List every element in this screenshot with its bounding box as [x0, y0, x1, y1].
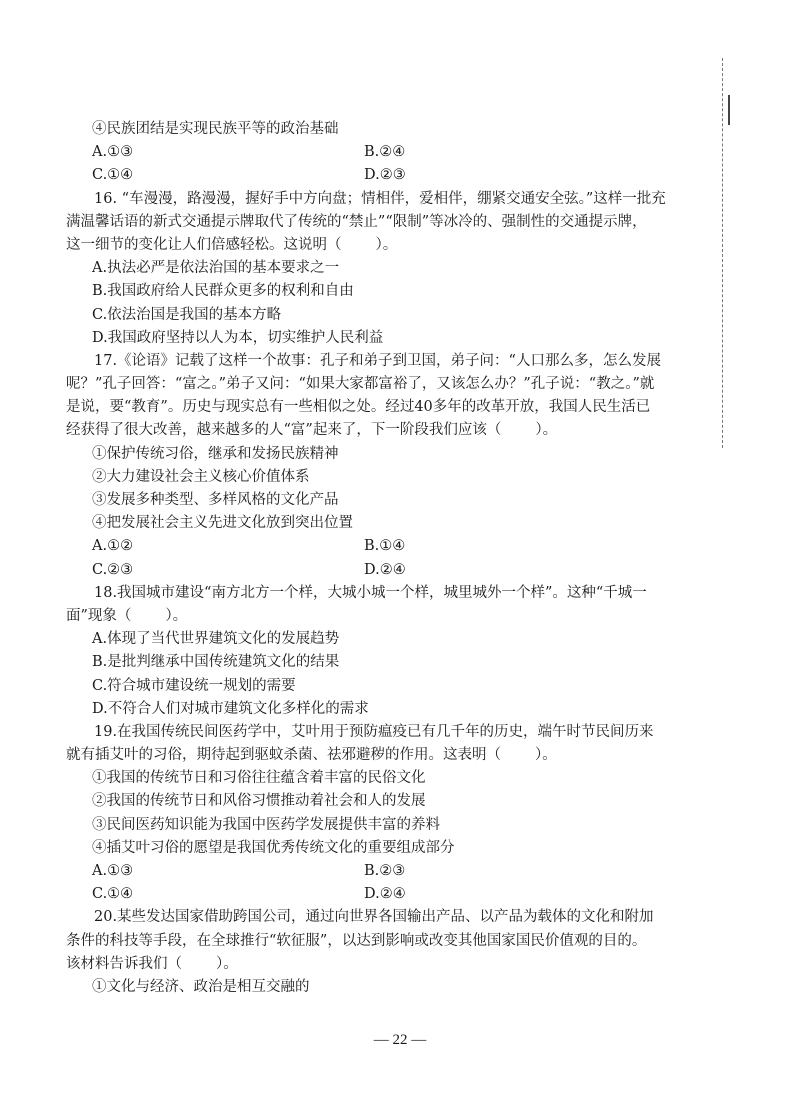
- q17-choice-d: D.②④: [364, 561, 406, 578]
- q17-item-1: ①保护传统习俗，继承和发扬民族精神: [92, 445, 339, 462]
- question-content: [66, 118, 690, 999]
- q16-stem-text: 这一细节的变化让人们倍感轻松。这说明（: [66, 236, 342, 253]
- q19-item-2: ②我国的传统节日和风俗习惯推动着社会和人的发展: [92, 793, 426, 810]
- q17-stem-end: ）。: [535, 422, 558, 439]
- q18-option-c: C.符合城市建设统一规划的需要: [92, 677, 296, 694]
- q19-choice-b: B.②③: [364, 863, 406, 879]
- q19-stem-line-2: [66, 744, 690, 767]
- q17-stem-text: 经获得了很大改善，越来越多的人“富”起来了，下一阶段我们应该（: [66, 422, 502, 439]
- q16-option-d: D.我国政府坚持以人为本，切实维护人民利益: [92, 329, 384, 346]
- q19-choice-a: A.①③: [92, 863, 134, 879]
- q19-item-1: ①我国的传统节日和习俗往往蕴含着丰富的民俗文化: [92, 770, 426, 787]
- q18-stem-text: 面”现象（: [66, 607, 132, 624]
- q16-stem-line-1: 16. “车漫漫，路漫漫，握好手中方向盘；情相伴，爱相伴，绷紧交通安全弦。”这样一批充: [94, 190, 666, 207]
- q19-stem-end: ）。: [535, 747, 557, 764]
- q20-stem-line-1: 20.某些发达国家借助跨国公司，通过向世界各国输出产品、以产品为载体的文化和附加: [94, 909, 654, 926]
- q15-choice-a: A.①③: [92, 144, 134, 161]
- q17-stem-line-2: 呢？”孔子回答：“富之。”弟子又问：“如果大家都富裕了，又该怎么办？”孔子说：“教之。”就: [66, 376, 655, 393]
- q17-choices-row-2: [66, 559, 690, 582]
- q17-stem-line-1: 17.《论语》记载了这样一个故事：孔子和弟子到卫国，弟子问：“人口那么多，怎么发展: [94, 352, 661, 369]
- q17-choice-b: B.①④: [364, 538, 406, 555]
- q20-stem-end: ）。: [216, 955, 238, 972]
- q18-option-b: B.是批判继承中国传统建筑文化的结果: [92, 654, 340, 671]
- q15-item-4: ④民族团结是实现民族平等的政治基础: [92, 121, 339, 137]
- q16-option-c: C.依法治国是我国的基本方略: [92, 306, 282, 323]
- q16-stem-line-3: [66, 234, 690, 257]
- q19-choice-c: C.①④: [92, 886, 134, 903]
- q15-choice-c: C.①④: [92, 167, 134, 184]
- q18-stem-line-1: 18.我国城市建设“南方北方一个样，大城小城一个样，城里城外一个样”。这种“千城一: [94, 584, 647, 601]
- q19-stem-line-1: 19.在我国传统民间医药学中，艾叶用于预防瘟疫已有几千年的历史，端午时节民间历来: [94, 723, 654, 740]
- q19-item-4: ④插艾叶习俗的愿望是我国优秀传统文化的重要组成部分: [92, 839, 455, 856]
- q16-stem-line-2: 满温馨话语的新式交通提示牌取代了传统的“禁止”“限制”等冰冷的、强制性的交通提示牌，: [66, 213, 647, 230]
- binding-margin-rule: [722, 58, 723, 448]
- q19-stem-text: 就有插艾叶的习俗，期待起到驱蚊杀菌、祛邪避秽的作用。这表明（: [66, 747, 501, 764]
- q15-choice-b: B.②④: [364, 144, 406, 161]
- q18-option-a: A.体现了当代世界建筑文化的发展趋势: [92, 631, 340, 648]
- q17-item-3: ③发展多种类型、多样风格的文化产品: [92, 492, 339, 508]
- binding-margin-mark: [728, 95, 730, 125]
- q18-option-d: D.不符合人们对城市建筑文化多样化的需求: [92, 700, 369, 717]
- q17-stem-line-4: [66, 419, 690, 442]
- q19-choice-d: D.②④: [364, 886, 406, 903]
- q20-stem-line-3: [66, 953, 690, 976]
- q17-choice-c: C.②③: [92, 561, 134, 578]
- q17-stem-line-3: 是说，要“教育”。历史与现实总有一些相似之处。经过40多年的改革开放，我国人民生活已: [66, 399, 651, 416]
- q16-option-a: A.执法必严是依法治国的基本要求之一: [92, 260, 340, 277]
- q18-stem-end: ）。: [165, 607, 188, 624]
- q19-choices-row-1: [66, 860, 690, 883]
- q18-stem-line-2: [66, 605, 690, 628]
- q17-choice-a: A.①②: [92, 538, 134, 555]
- page-number: — 22 —: [373, 1032, 427, 1048]
- q17-choices-row-1: [66, 535, 690, 558]
- q16-stem-end: ）。: [375, 236, 398, 253]
- q15-choices-row-1: [66, 141, 690, 164]
- q17-item-4: ④把发展社会主义先进文化放到突出位置: [92, 515, 353, 532]
- q20-stem-text: 该材料告诉我们（: [66, 955, 182, 972]
- q15-choice-d: D.②③: [364, 167, 406, 184]
- q17-item-2: ②大力建设社会主义核心价值体系: [92, 468, 310, 485]
- q19-choices-row-2: [66, 883, 690, 906]
- q20-stem-line-2: 条件的科技等手段，在全球推行“软征服”，以达到影响或改变其他国家国民价值观的目的。: [66, 932, 647, 949]
- q16-option-b: B.我国政府给人民群众更多的权利和自由: [92, 283, 354, 300]
- q20-item-1: ①文化与经济、政治是相互交融的: [92, 978, 310, 995]
- q15-choices-row-2: [66, 164, 690, 187]
- q19-item-3: ③民间医药知识能为我国中医药学发展提供丰富的养料: [92, 816, 440, 833]
